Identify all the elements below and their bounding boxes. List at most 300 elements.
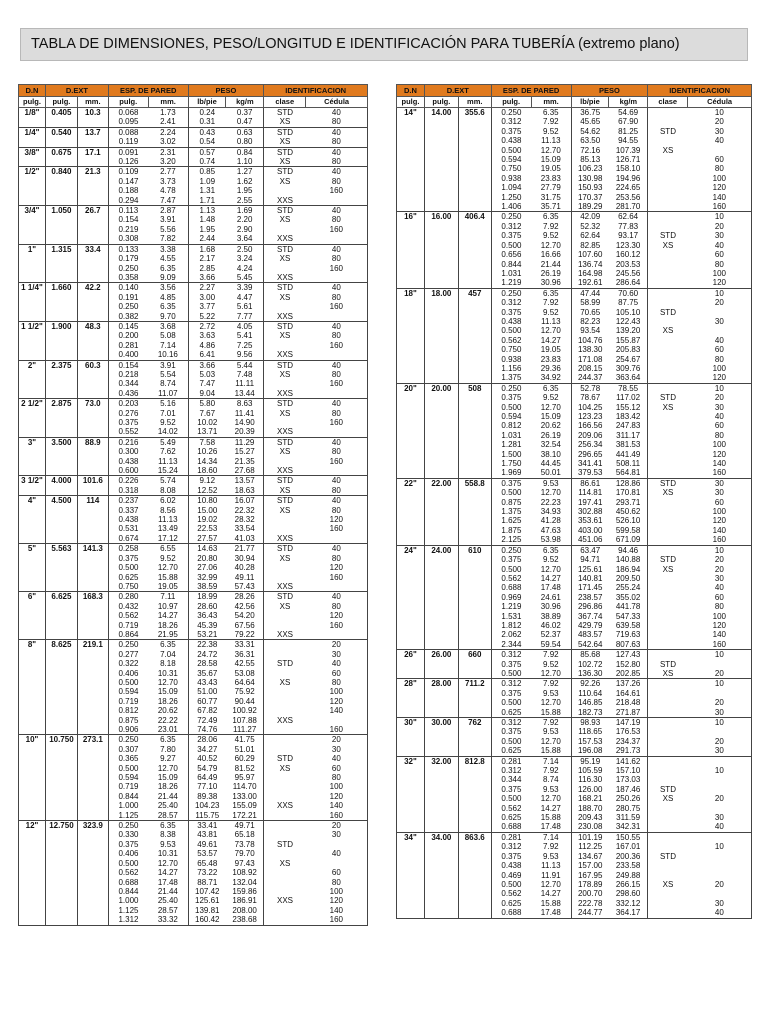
wall-in: 0.312 xyxy=(491,117,531,126)
empty-cell xyxy=(397,746,425,756)
wall-mm: 30.96 xyxy=(540,278,561,288)
empty-cell xyxy=(424,669,458,679)
table-row xyxy=(397,269,752,278)
table-row xyxy=(397,164,752,173)
table-row xyxy=(19,563,368,572)
empty-cell xyxy=(397,498,425,507)
schedule: 40 xyxy=(714,335,724,345)
wall-mm: 15.88 xyxy=(540,813,561,823)
empty-cell xyxy=(458,127,491,136)
wall-mm: 15.88 xyxy=(540,898,561,908)
wall-in: 0.938 xyxy=(491,355,531,364)
subheader: clase xyxy=(648,97,688,108)
wall-mm: 8.56 xyxy=(160,505,176,515)
schedule: 30 xyxy=(714,898,724,908)
class xyxy=(648,832,688,842)
empty-cell xyxy=(424,794,458,803)
weight-lbft: 123.23 xyxy=(571,412,609,421)
empty-cell xyxy=(424,231,458,240)
wall-in: 0.625 xyxy=(108,573,148,582)
wall-in: 0.438 xyxy=(491,317,531,326)
schedule xyxy=(306,427,368,437)
weight-kgm: 4.47 xyxy=(236,292,253,302)
outer-diameter-in: 1.900 xyxy=(45,321,77,331)
table-row xyxy=(19,137,368,147)
empty-cell xyxy=(77,409,108,418)
schedule: 40 xyxy=(714,136,724,146)
wall-mm: 25.40 xyxy=(157,896,178,906)
empty-cell xyxy=(424,630,458,639)
empty-cell xyxy=(397,842,425,851)
wall-in: 0.594 xyxy=(108,773,148,782)
empty-cell xyxy=(458,660,491,669)
class xyxy=(264,697,306,706)
class: XXS xyxy=(264,234,306,244)
weight-lbft: 125.61 xyxy=(188,896,226,905)
weight-kgm: 238.68 xyxy=(232,915,257,925)
schedule: 40 xyxy=(306,244,368,254)
empty-cell xyxy=(45,466,77,476)
empty-cell xyxy=(397,222,425,231)
empty-cell xyxy=(45,486,77,496)
wall-in: 0.600 xyxy=(108,466,148,476)
table-row xyxy=(19,350,368,360)
empty-cell xyxy=(45,186,77,195)
weight-kgm: 281.70 xyxy=(615,202,641,212)
empty-cell xyxy=(19,669,46,678)
wall-in: 1.250 xyxy=(491,193,531,202)
weight-lbft: 222.78 xyxy=(571,899,609,908)
wall-mm: 6.35 xyxy=(531,288,571,298)
nominal-diameter: 30" xyxy=(397,718,425,728)
wall-in: 1.500 xyxy=(491,450,531,459)
schedule: 20 xyxy=(306,821,368,831)
schedule xyxy=(306,466,368,476)
empty-cell xyxy=(424,269,458,278)
wall-in: 0.219 xyxy=(108,225,148,234)
wall-mm: 5.54 xyxy=(160,369,176,379)
table-row xyxy=(397,383,752,393)
wall-mm: 7.82 xyxy=(160,234,176,244)
empty-cell xyxy=(397,555,425,564)
table-row xyxy=(397,746,752,756)
schedule: 40 xyxy=(306,360,368,370)
empty-cell xyxy=(77,389,108,399)
class xyxy=(648,269,688,278)
empty-cell xyxy=(397,621,425,630)
wall-mm: 12.70 xyxy=(157,763,178,773)
table-row xyxy=(397,756,752,766)
class: XXS xyxy=(264,350,306,360)
outer-diameter-mm: 273.1 xyxy=(77,735,108,745)
wall-in: 0.562 xyxy=(491,804,531,813)
empty-cell xyxy=(458,241,491,250)
schedule: 30 xyxy=(331,830,341,840)
empty-cell xyxy=(397,630,425,639)
class xyxy=(264,457,306,466)
weight-lbft: 196.08 xyxy=(571,746,609,756)
outer-diameter-in: 12.750 xyxy=(45,821,77,831)
wall-in: 0.095 xyxy=(108,117,148,127)
table-row xyxy=(397,842,752,851)
wall-mm: 9.53 xyxy=(543,851,559,861)
weight-lbft: 1.95 xyxy=(188,225,226,234)
empty-cell xyxy=(397,813,425,822)
empty-cell xyxy=(458,345,491,354)
schedule xyxy=(688,727,752,736)
table-row xyxy=(19,506,368,515)
empty-cell xyxy=(45,225,77,234)
weight-lbft: 200.70 xyxy=(571,889,609,898)
weight-kgm: 33.31 xyxy=(226,640,264,650)
empty-cell xyxy=(45,273,77,283)
schedule: 10 xyxy=(714,108,724,117)
weight-lbft: 139.81 xyxy=(188,906,226,915)
empty-cell xyxy=(458,421,491,430)
table-row xyxy=(19,602,368,611)
empty-cell xyxy=(45,331,77,340)
schedule: 160 xyxy=(329,418,344,427)
wall-mm: 12.70 xyxy=(540,879,561,889)
weight-kgm: 5.41 xyxy=(236,331,253,341)
header-identificacion: IDENTIFICACION xyxy=(264,85,368,97)
wall-mm: 14.27 xyxy=(157,611,178,621)
weight-kgm: 90.44 xyxy=(234,696,255,706)
class xyxy=(648,889,688,898)
weight-kgm: 67.56 xyxy=(234,620,255,630)
wall-in: 0.133 xyxy=(108,244,148,254)
empty-cell xyxy=(19,706,46,715)
schedule: 120 xyxy=(712,373,726,383)
nominal-diameter: 34" xyxy=(397,832,425,842)
wall-in: 0.938 xyxy=(491,174,531,183)
empty-cell xyxy=(19,447,46,456)
weight-lbft: 95.19 xyxy=(571,756,609,766)
empty-cell xyxy=(45,859,77,868)
schedule xyxy=(688,889,752,898)
empty-cell xyxy=(77,754,108,763)
wall-in: 0.432 xyxy=(108,602,148,611)
wall-mm: 34.93 xyxy=(540,507,561,517)
wall-mm: 8.08 xyxy=(160,485,176,495)
class xyxy=(264,725,306,735)
wall-in: 0.276 xyxy=(108,409,148,418)
schedule xyxy=(688,660,752,669)
wall-in: 0.218 xyxy=(108,370,148,379)
empty-cell xyxy=(45,177,77,186)
wall-mm: 12.70 xyxy=(157,858,178,868)
outer-diameter-in: 34.00 xyxy=(424,832,458,842)
weight-kgm: 3.64 xyxy=(236,234,253,244)
weight-lbft: 105.59 xyxy=(571,766,609,775)
table-row xyxy=(397,298,752,307)
schedule: 40 xyxy=(306,167,368,177)
wall-in: 0.438 xyxy=(491,136,531,145)
schedule: 60 xyxy=(714,421,724,431)
class xyxy=(648,174,688,183)
wall-in: 0.365 xyxy=(108,754,148,763)
wall-in: 0.250 xyxy=(491,545,531,555)
weight-lbft: 18.60 xyxy=(188,466,226,476)
table-row xyxy=(19,906,368,915)
schedule: 30 xyxy=(714,126,724,136)
empty-cell xyxy=(424,852,458,861)
schedule: 20 xyxy=(714,221,724,231)
weight-lbft: 1.48 xyxy=(188,215,226,224)
weight-lbft: 7.47 xyxy=(188,379,226,388)
schedule: 20 xyxy=(714,555,724,565)
weight-lbft: 115.75 xyxy=(188,811,226,821)
weight-kgm: 140.88 xyxy=(615,555,641,565)
weight-lbft: 102.72 xyxy=(571,660,609,669)
weight-kgm: 53.08 xyxy=(234,668,255,678)
empty-cell xyxy=(424,403,458,412)
empty-cell xyxy=(397,136,425,145)
weight-lbft: 104.25 xyxy=(571,403,609,412)
empty-cell xyxy=(458,364,491,373)
weight-kgm: 450.62 xyxy=(615,507,641,517)
wall-mm: 2.41 xyxy=(160,117,176,127)
weight-lbft: 82.85 xyxy=(571,241,609,250)
wall-in: 0.088 xyxy=(108,127,148,137)
empty-cell xyxy=(458,450,491,459)
weight-lbft: 110.64 xyxy=(571,689,609,698)
weight-kgm: 247.83 xyxy=(615,421,641,431)
wall-mm: 7.92 xyxy=(543,221,559,231)
empty-cell xyxy=(45,379,77,388)
weight-kgm: 719.63 xyxy=(615,630,641,640)
empty-cell xyxy=(458,355,491,364)
wall-in: 0.500 xyxy=(491,488,531,497)
table-row xyxy=(397,222,752,231)
outer-diameter-mm: 812.8 xyxy=(458,756,491,766)
weight-lbft: 5.03 xyxy=(188,370,226,379)
empty-cell xyxy=(77,716,108,725)
wall-in: 0.226 xyxy=(108,476,148,486)
wall-mm: 6.35 xyxy=(148,735,188,745)
empty-cell xyxy=(424,308,458,317)
class: STD xyxy=(264,754,306,763)
weight-kgm: 133.00 xyxy=(232,791,257,801)
weight-kgm: 21.35 xyxy=(234,456,255,466)
wall-in: 0.250 xyxy=(491,288,531,298)
subheader: pulg. xyxy=(424,97,458,108)
outer-diameter-in: 20.00 xyxy=(424,383,458,393)
weight-lbft: 58.99 xyxy=(571,298,609,307)
empty-cell xyxy=(458,899,491,908)
wall-in: 0.154 xyxy=(108,215,148,224)
class: STD xyxy=(264,360,306,370)
weight-kgm: 2.55 xyxy=(236,195,253,205)
table-row xyxy=(397,250,752,259)
table-row xyxy=(19,773,368,782)
class xyxy=(264,735,306,745)
wall-mm: 3.91 xyxy=(148,360,188,370)
empty-cell xyxy=(397,174,425,183)
weight-kgm: 441.49 xyxy=(615,449,641,459)
weight-lbft: 3.63 xyxy=(188,331,226,340)
weight-kgm: 60.29 xyxy=(234,754,255,764)
table-row xyxy=(19,244,368,254)
weight-lbft: 40.52 xyxy=(188,754,226,763)
empty-cell xyxy=(397,612,425,621)
weight-lbft: 197.41 xyxy=(571,498,609,507)
schedule: 100 xyxy=(329,782,344,792)
wall-in: 0.250 xyxy=(108,821,148,831)
wall-mm: 5.74 xyxy=(148,476,188,486)
schedule: 30 xyxy=(714,488,724,498)
empty-cell xyxy=(77,764,108,773)
empty-cell xyxy=(19,716,46,725)
empty-cell xyxy=(45,215,77,224)
empty-cell xyxy=(45,312,77,322)
empty-cell xyxy=(77,137,108,147)
wall-mm: 12.70 xyxy=(157,677,178,687)
class: XS xyxy=(648,880,688,889)
weight-kgm: 332.12 xyxy=(615,898,641,908)
wall-in: 2.344 xyxy=(491,640,531,650)
schedule xyxy=(306,389,368,399)
class: STD xyxy=(264,476,306,486)
empty-cell xyxy=(19,177,46,186)
table-row xyxy=(397,822,752,832)
weight-kgm: 208.00 xyxy=(232,905,257,915)
wall-mm: 46.02 xyxy=(540,620,561,630)
class xyxy=(264,186,306,195)
empty-cell xyxy=(397,468,425,478)
outer-diameter-mm: 355.6 xyxy=(458,108,491,118)
schedule: 80 xyxy=(331,601,341,611)
wall-in: 1.750 xyxy=(491,459,531,468)
weight-kgm: 255.24 xyxy=(615,583,641,593)
weight-lbft: 70.65 xyxy=(571,308,609,317)
wall-in: 0.674 xyxy=(108,534,148,544)
schedule: 80 xyxy=(331,447,341,457)
class xyxy=(648,621,688,630)
empty-cell xyxy=(424,393,458,402)
wall-in: 0.375 xyxy=(491,478,531,488)
class: XS xyxy=(264,859,306,868)
weight-kgm: 42.56 xyxy=(234,601,255,611)
schedule: 120 xyxy=(329,791,344,801)
weight-lbft: 0.57 xyxy=(188,147,226,157)
empty-cell xyxy=(77,687,108,696)
outer-diameter-mm: 508 xyxy=(458,383,491,393)
wall-in: 0.375 xyxy=(108,554,148,563)
wall-in: 0.500 xyxy=(491,880,531,889)
weight-lbft: 140.81 xyxy=(571,574,609,583)
schedule: 20 xyxy=(306,640,368,650)
wall-in: 1.406 xyxy=(491,202,531,212)
schedule: 100 xyxy=(712,268,726,278)
class: XS xyxy=(264,254,306,263)
weight-lbft: 244.77 xyxy=(571,908,609,918)
subheader: pulg. xyxy=(397,97,425,108)
wall-mm: 11.13 xyxy=(541,136,561,146)
wall-in: 0.281 xyxy=(491,832,531,842)
wall-in: 0.750 xyxy=(491,164,531,173)
empty-cell xyxy=(397,775,425,784)
empty-cell xyxy=(458,908,491,918)
weight-kgm: 0.84 xyxy=(226,147,264,157)
weight-kgm: 167.01 xyxy=(615,842,641,852)
wall-in: 0.375 xyxy=(491,393,531,402)
schedule xyxy=(306,716,368,725)
table-row xyxy=(397,889,752,898)
empty-cell xyxy=(45,264,77,273)
pipe-table-left xyxy=(18,84,368,926)
weight-lbft: 0.85 xyxy=(188,167,226,177)
table-row xyxy=(19,476,368,486)
outer-diameter-in: 18.00 xyxy=(424,288,458,298)
empty-cell xyxy=(45,370,77,379)
table-row xyxy=(19,887,368,896)
table-row xyxy=(19,196,368,206)
empty-cell xyxy=(397,794,425,803)
weight-lbft: 429.79 xyxy=(571,621,609,630)
wall-mm: 14.27 xyxy=(540,335,561,345)
wall-mm: 18.26 xyxy=(157,696,178,706)
class xyxy=(648,640,688,650)
wall-mm: 26.19 xyxy=(540,430,561,440)
schedule: 100 xyxy=(712,363,726,373)
table-row xyxy=(19,389,368,399)
empty-cell xyxy=(424,222,458,231)
class xyxy=(648,288,688,298)
wall-mm: 4.85 xyxy=(160,292,176,302)
weight-kgm: 147.19 xyxy=(609,718,648,728)
table-row xyxy=(397,899,752,908)
wall-in: 0.812 xyxy=(491,421,531,430)
empty-cell xyxy=(19,630,46,640)
schedule: 80 xyxy=(331,677,341,687)
weight-kgm: 30.94 xyxy=(234,553,255,563)
wall-mm: 23.83 xyxy=(540,354,561,364)
wall-mm: 17.48 xyxy=(157,877,178,887)
class xyxy=(648,650,688,660)
empty-cell xyxy=(424,117,458,126)
empty-cell xyxy=(424,345,458,354)
wall-in: 0.500 xyxy=(491,737,531,746)
class xyxy=(264,830,306,839)
wall-mm: 21.44 xyxy=(540,259,561,269)
table-row xyxy=(397,785,752,794)
wall-mm: 12.70 xyxy=(157,563,178,573)
nominal-diameter: 3" xyxy=(19,437,46,447)
schedule: 160 xyxy=(712,535,726,545)
class xyxy=(648,507,688,516)
class: XS xyxy=(264,678,306,687)
empty-cell xyxy=(397,908,425,918)
class xyxy=(264,573,306,582)
wall-mm: 9.52 xyxy=(543,126,559,136)
empty-cell xyxy=(458,708,491,718)
wall-mm: 15.09 xyxy=(157,687,178,697)
weight-kgm: 13.57 xyxy=(226,476,264,486)
schedule: 80 xyxy=(331,137,341,147)
subheader: pulg. xyxy=(108,97,148,108)
weight-lbft: 112.25 xyxy=(571,842,609,851)
class xyxy=(264,640,306,650)
schedule: 30 xyxy=(714,231,724,241)
empty-cell xyxy=(77,896,108,905)
outer-diameter-in: 0.405 xyxy=(45,108,77,118)
wall-in: 0.113 xyxy=(108,206,148,216)
weight-lbft: 483.57 xyxy=(571,630,609,639)
table-row xyxy=(19,821,368,831)
empty-cell xyxy=(397,516,425,525)
empty-cell xyxy=(458,630,491,639)
